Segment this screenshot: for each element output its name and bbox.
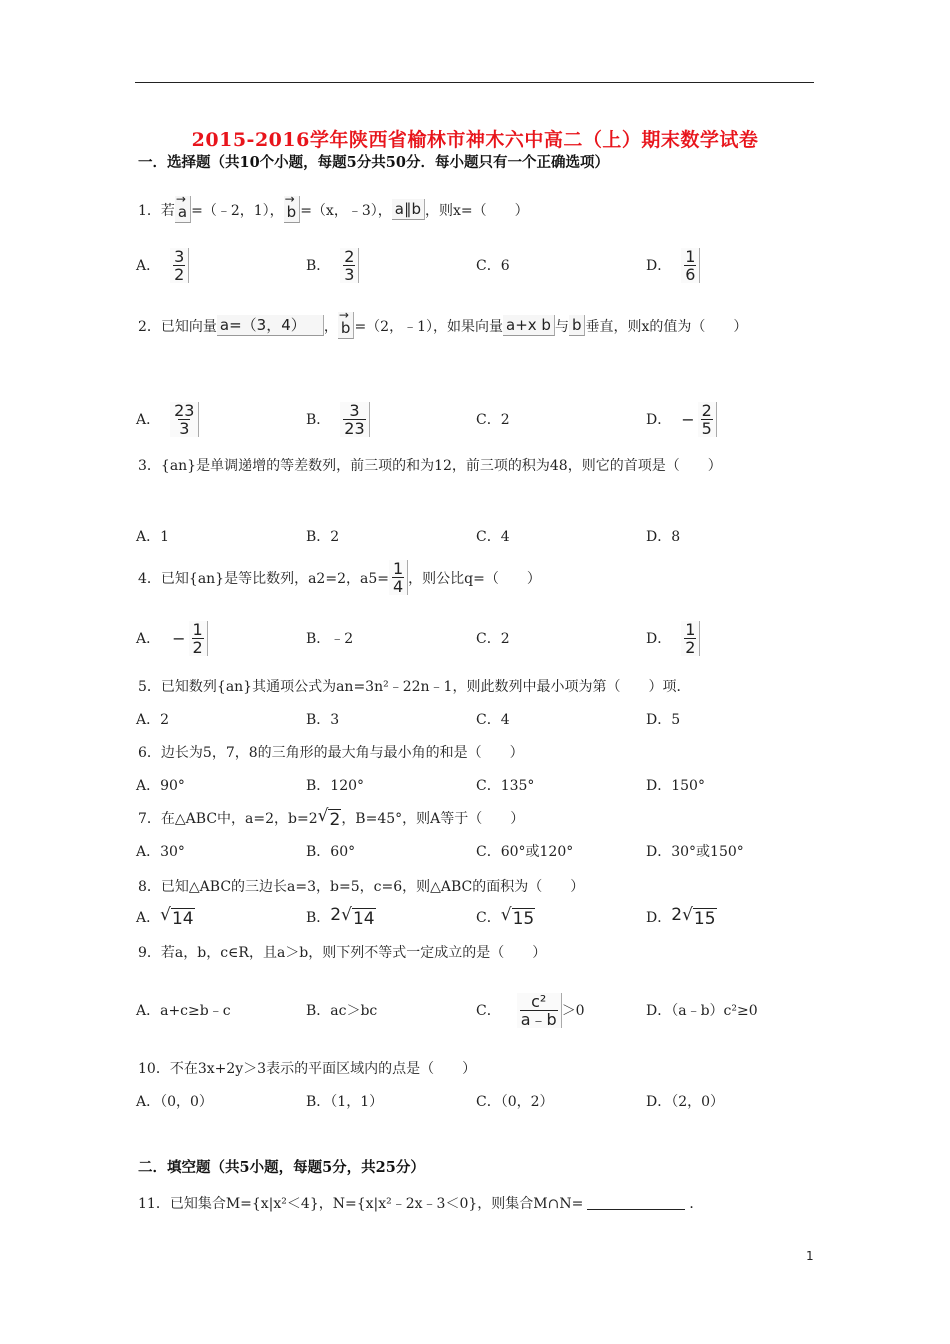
option-a: A． 3 2: [136, 246, 189, 284]
option-b: B．60°: [306, 844, 356, 860]
option-d: D． 2 √ 15: [646, 905, 716, 929]
question-5: 5．已知数列{an}其通项公式为an=3n²﹣22n﹣1，则此数列中最小项为第（ ）项．: [138, 679, 691, 695]
question-8: 8．已知△ABC的三边长a=3，b=5，c=6，则△ABC的面积为（ ）: [138, 879, 585, 895]
fraction: 1 6: [681, 248, 700, 283]
option-c: C．60°或120°: [476, 844, 574, 860]
vector-sum-image: a+x b: [503, 315, 555, 336]
option-b: B．3: [306, 712, 340, 728]
fraction: 2 3: [340, 248, 359, 283]
sqrt-expression: 2 √ 14: [330, 905, 375, 929]
question-6: 6．边长为5，7，8的三角形的最大角与最小角的和是（ ）: [138, 745, 524, 761]
option-d: D．（a﹣b）c²≥0: [646, 1003, 758, 1019]
option-b: B．2: [306, 529, 340, 545]
vector-b-image: → b: [284, 196, 301, 223]
option-d: D．（2，0）: [646, 1094, 725, 1110]
question-2: 2．已知向量 a=（3，4） ， → b =（2，﹣1），如果向量 a+x b 与 b 垂直，则x的值为（ ）: [138, 312, 747, 339]
option-d: D．8: [646, 529, 681, 545]
option-a: A．90°: [136, 778, 185, 794]
option-c: C．2: [476, 412, 510, 428]
question-9-options: [136, 988, 836, 1032]
fraction: $\frac{1}{2}$: [189, 621, 208, 656]
fraction: 3 23: [340, 402, 369, 437]
question-11: 11．已知集合M={x|x²＜4}，N={x|x²﹣2x﹣3＜0}，则集合M∩N= ．: [138, 1196, 704, 1212]
option-b: B．﹣2: [306, 631, 354, 647]
option-d: D．150°: [646, 778, 705, 794]
answer-blank[interactable]: [587, 1197, 685, 1210]
question-8-options: [136, 902, 836, 932]
option-a: A．2: [136, 712, 170, 728]
vector-b-image: → b: [338, 312, 355, 339]
option-a: A．1: [136, 529, 170, 545]
question-10-options: [136, 1086, 836, 1116]
option-c: C．6: [476, 258, 510, 274]
option-b: B． 2 3: [306, 246, 359, 284]
fraction: $\frac{2}{5}$: [698, 402, 717, 437]
option-b: B．（1，1）: [306, 1094, 384, 1110]
sqrt-expression: 2 √ 15: [671, 905, 716, 929]
question-4: 4．已知{an}是等比数列，a2=2，a5= $\frac{1}{4}$ ，则公比q=（ ）: [138, 559, 541, 596]
question-4-options: [136, 618, 836, 658]
question-1-options: [136, 246, 836, 284]
vector-a-value-image: a=（3，4）: [217, 315, 324, 336]
option-c: C．（0，2）: [476, 1094, 554, 1110]
sqrt-expression: √ 2: [317, 806, 341, 830]
section-fill-heading: 二．填空题（共5小题，每题5分，共25分）: [138, 1159, 425, 1176]
option-d: D．30°或150°: [646, 844, 744, 860]
option-d: D． 1 6: [646, 246, 700, 284]
question-9: 9．若a，b，c∈R，且a＞b，则下列不等式一定成立的是（ ）: [138, 945, 547, 961]
option-c: C．2: [476, 631, 510, 647]
option-a: A．a+c≥b﹣c: [136, 1003, 231, 1019]
option-c: C． √ 15: [476, 905, 535, 929]
option-c: C．135°: [476, 778, 535, 794]
sqrt-expression: √ 15: [500, 905, 535, 929]
fraction: 3 2: [170, 248, 189, 283]
vector-b-image-2: b: [569, 315, 586, 336]
question-3: 3．{an}是单调递增的等差数列，前三项的和为12，前三项的积为48，则它的首项是（ ）: [138, 458, 722, 474]
question-6-options: [136, 770, 836, 800]
fraction: 1 2: [681, 621, 700, 656]
option-a: A． 23 3: [136, 399, 199, 439]
question-2-options: [136, 399, 836, 439]
option-b: B． 3 23: [306, 399, 370, 439]
option-c: C．4: [476, 529, 510, 545]
header-rule: [135, 82, 814, 83]
option-a: A．30°: [136, 844, 185, 860]
question-7-options: [136, 836, 836, 866]
option-b: B．ac＞bc: [306, 1003, 378, 1019]
question-7: 7．在△ABC中，a=2，b=2 √ 2 ，B=45°，则A等于（ ）: [138, 806, 525, 830]
option-a: A． √ 14: [136, 905, 194, 929]
option-a: A． − $\frac{1}{2}$: [136, 618, 208, 658]
question-10: 10．不在3x+2y＞3表示的平面区域内的点是（ ）: [138, 1061, 477, 1077]
page-number: 1: [806, 1249, 814, 1263]
option-c: C．4: [476, 712, 510, 728]
fraction: c² a﹣b: [517, 993, 562, 1028]
vector-a-image: → a: [175, 196, 191, 223]
option-d: D． 1 2: [646, 618, 700, 658]
question-5-options: [136, 704, 836, 734]
exam-title: 2015-2016学年陕西省榆林市神木六中高二（上）期末数学试卷: [191, 129, 759, 151]
question-3-options: [136, 521, 836, 551]
option-d: D． − $\frac{2}{5}$: [646, 399, 717, 439]
parallel-condition-image: a∥b: [392, 199, 425, 220]
fraction: $\frac{1}{4}$: [389, 560, 408, 595]
fraction: 23 3: [170, 402, 199, 437]
question-1: 1．若 → a =（﹣2，1）， → b =（x，﹣3）， a∥b ，则x=（ ）: [138, 196, 529, 223]
option-c: C． c² a﹣b ＞0: [476, 991, 585, 1029]
section-choice-heading: 一．选择题（共10个小题，每题5分共50分．每小题只有一个正确选项）: [138, 154, 609, 171]
sqrt-expression: √ 14: [160, 905, 194, 929]
option-b: B．120°: [306, 778, 365, 794]
option-d: D．5: [646, 712, 681, 728]
option-b: B． 2 √ 14: [306, 905, 375, 929]
option-a: A．（0，0）: [136, 1094, 213, 1110]
